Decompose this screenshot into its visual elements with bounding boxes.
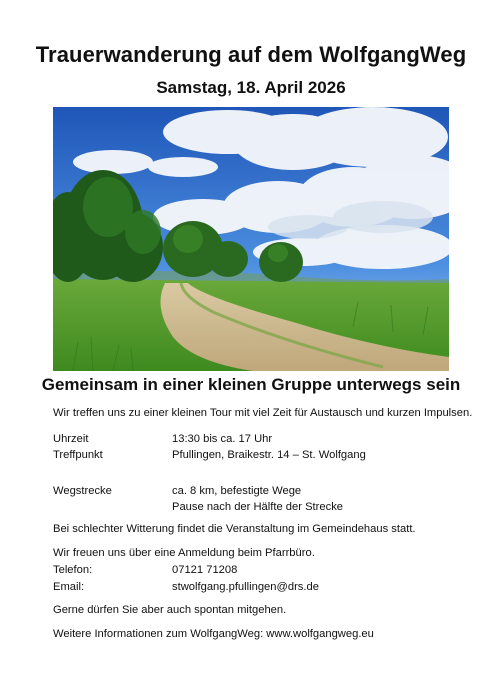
detail-value: 13:30 bis ca. 17 Uhr — [172, 433, 273, 445]
detail-value-note: Pause nach der Hälfte der Strecke — [172, 501, 344, 513]
landscape-photo — [53, 107, 449, 371]
email-address: stwolfgang.pfullingen@drs.de — [172, 581, 319, 593]
spontaneous-note: Gerne dürfen Sie aber auch spontan mitgehen. — [53, 604, 287, 616]
page-title: Trauerwanderung auf dem WolfgangWeg — [35, 42, 467, 67]
detail-label: Uhrzeit — [53, 433, 89, 445]
detail-value: Pfullingen, Braikestr. 14 – St. Wolfgang — [172, 449, 366, 461]
event-date: Samstag, 18. April 2026 — [156, 78, 346, 97]
detail-label: Treffpunkt — [53, 449, 103, 461]
intro-text: Wir treffen uns zu einer kleinen Tour mit viel Zeit für Austausch und kurzen Impulsen. — [53, 407, 473, 419]
registration-note: Wir freuen uns über eine Anmeldung beim Pfarrbüro. — [53, 547, 315, 559]
contact-label: Email: — [53, 581, 85, 593]
headline: Gemeinsam in einer kleinen Gruppe unterwegs sein — [41, 375, 461, 394]
detail-value: ca. 8 km, befestigte Wege — [172, 485, 302, 497]
more-info: Weitere Informationen zum WolfgangWeg: www.wolfgangweg.eu — [53, 628, 374, 640]
weather-note: Bei schlechter Witterung findet die Veranstaltung im Gemeindehaus statt. — [53, 523, 416, 535]
phone-number: 07121 71208 — [172, 564, 238, 576]
detail-label: Wegstrecke — [53, 485, 112, 497]
contact-label: Telefon: — [53, 564, 93, 576]
